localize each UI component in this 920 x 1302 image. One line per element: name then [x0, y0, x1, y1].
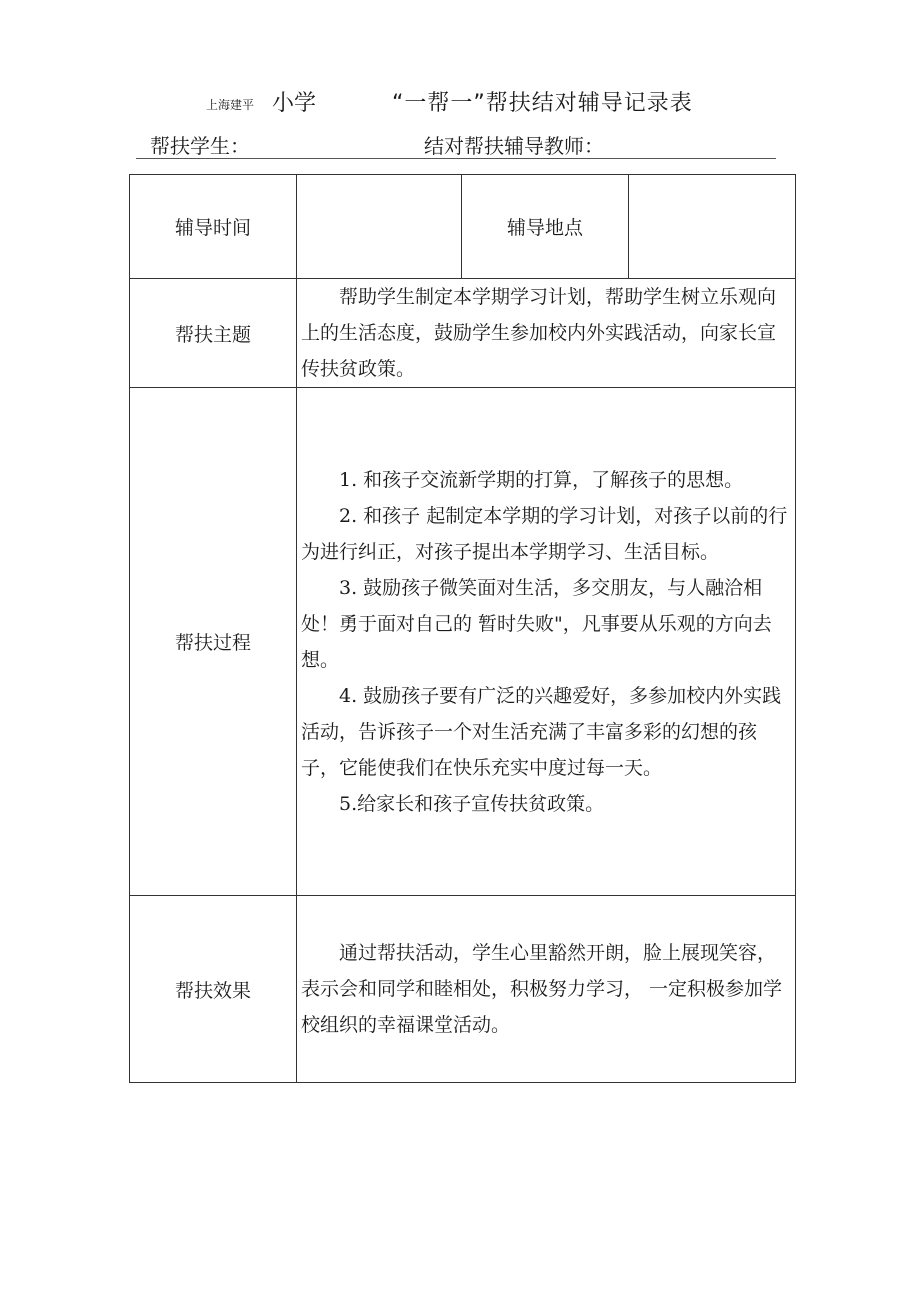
student-label: 帮扶学生： [150, 134, 250, 158]
table-row-process [130, 388, 796, 896]
record-table [129, 174, 796, 1083]
process-item: 5.给家长和孩子宣传扶贫政策。 [339, 792, 605, 815]
table-row-effect [130, 896, 796, 1083]
theme-text: 帮助学生制定本学期学习计划，帮助学生树立乐观向上的生活态度，鼓励学生参加校内外实践活动，向家长宣传扶贫政策。 [301, 286, 777, 380]
process-item: 1. 和孩子交流新学期的打算，了解孩子的思想。 [339, 468, 744, 491]
school-name-small: 上海建平 [206, 98, 255, 112]
time-value-cell[interactable] [297, 175, 462, 279]
table-row-time [130, 175, 796, 279]
theme-cell [297, 279, 796, 388]
process-item: 3. 鼓励孩子微笑面对生活，多交朋友，与人融洽相处！勇于面对自己的 暂时失败"，凡事要从乐观的方向去想。 [301, 576, 772, 671]
process-item: 4. 鼓励孩子要有广泛的兴趣爱好，多参加校内外实践活动，告诉孩子一个对生活充满了丰富多彩的幻想的孩子，它能使我们在快乐充实中度过每一天。 [301, 684, 782, 779]
effect-cell [297, 896, 796, 1083]
time-label: 辅导时间 [130, 175, 297, 279]
process-cell [297, 388, 796, 896]
school-type: 小学 [272, 91, 317, 116]
title-row [0, 84, 920, 120]
process-label: 帮扶过程 [130, 388, 297, 896]
table-row-theme [130, 279, 796, 388]
teacher-label: 结对帮扶辅导教师： [424, 134, 604, 158]
process-item: 2. 和孩子 起制定本学期的学习计划，对孩子以前的行为进行纠正，对孩子提出本学期学习、生活目标。 [301, 504, 788, 563]
page-title: “一帮一”帮扶结对辅导记录表 [392, 91, 693, 116]
theme-label: 帮扶主题 [130, 279, 297, 388]
effect-text: 通过帮扶活动，学生心里豁然开朗，脸上展现笑容，表示会和同学和睦相处，积极努力学习， 一定积极参加学校组织的幸福课堂活动。 [301, 942, 783, 1036]
place-label: 辅导地点 [462, 175, 629, 279]
place-value-cell[interactable] [629, 175, 796, 279]
effect-label: 帮扶效果 [130, 896, 297, 1083]
info-row [136, 128, 776, 159]
